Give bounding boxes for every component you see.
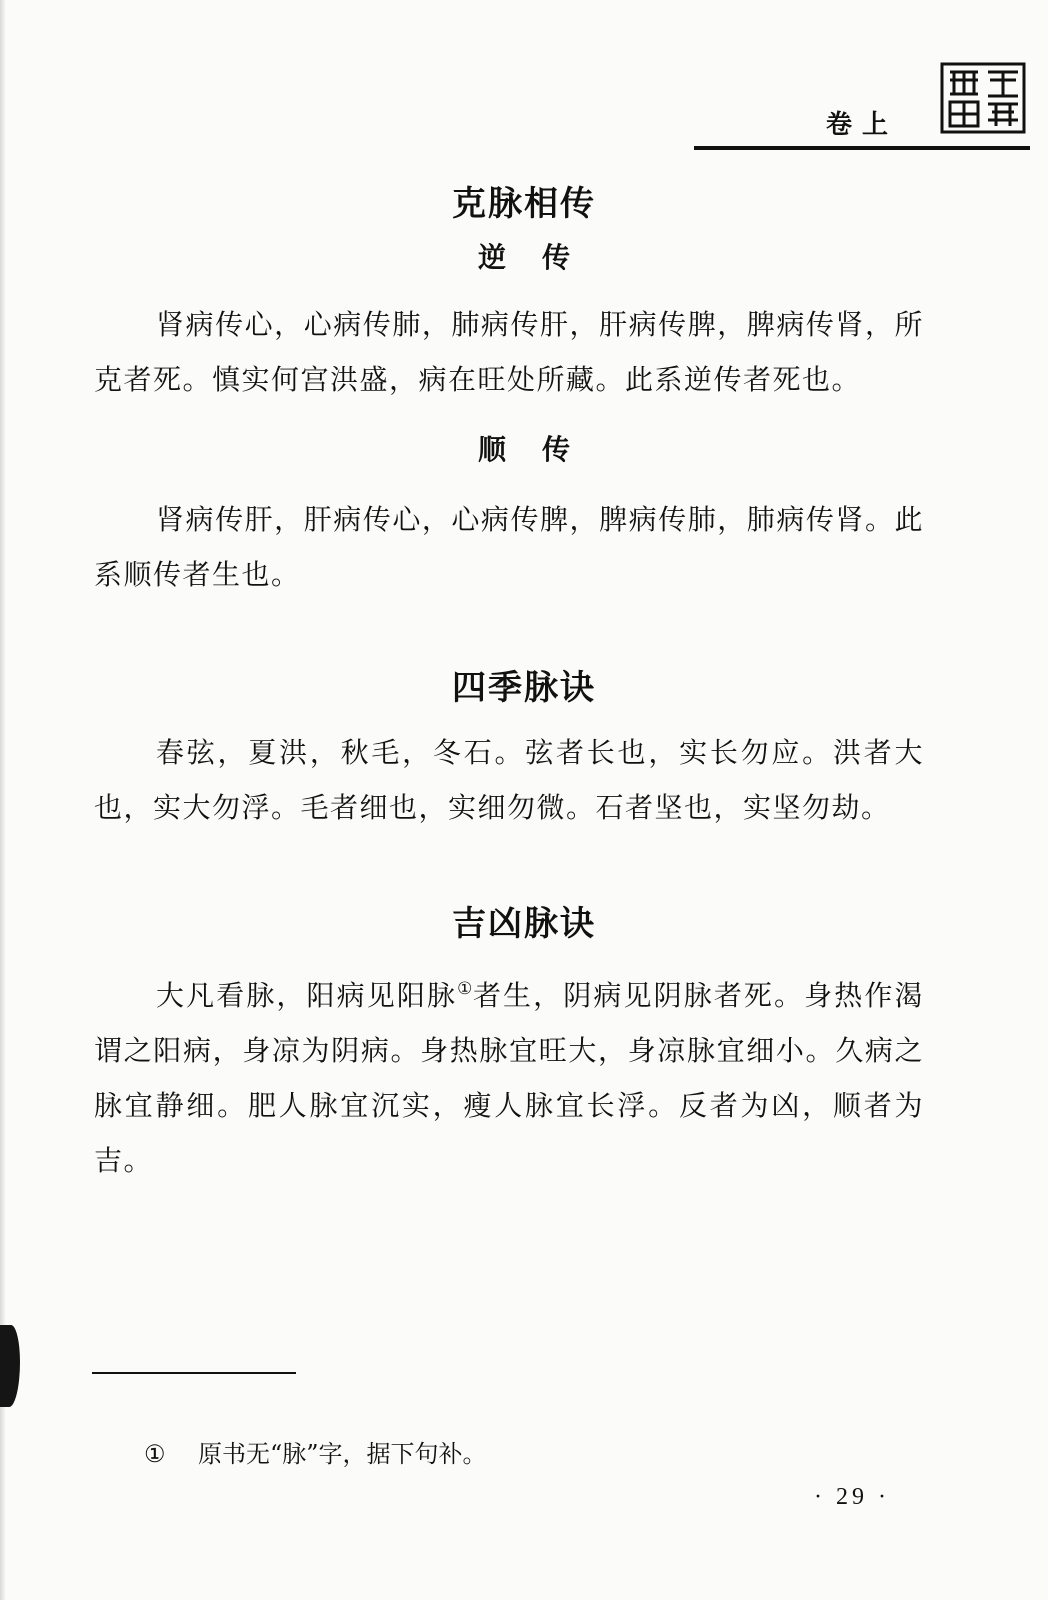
section-title-siji: 四季脉诀 — [452, 668, 596, 708]
subtitle-char: 逆 — [477, 241, 506, 274]
seal-stamp-icon — [940, 62, 1026, 134]
paragraph-nichuan: 肾病传心，心病传肺，肺病传肝，肝病传脾，脾病传肾，所克者死。慎实何宫洪盛，病在旺处所藏。此系逆传者死也。 — [94, 308, 924, 396]
footnote-marker: ① — [144, 1440, 166, 1468]
running-head: 卷上 — [826, 110, 899, 140]
paragraph-text: 大凡看脉，阳病见阳脉 — [156, 979, 458, 1012]
paragraph-shunchuan: 肾病传肝，肝病传心，心病传脾，脾病传肺，肺病传肾。此系顺传者生也。 — [94, 503, 924, 591]
paragraph-siji: 春弦，夏洪，秋毛，冬石。弦者长也，实长勿应。洪者大也，实大勿浮。毛者细也，实细勿微。石者坚也，实坚勿劫。 — [94, 736, 924, 824]
footnote — [144, 1434, 487, 1469]
subtitle-char: 顺 — [477, 433, 506, 466]
scan-edge-blot — [0, 1325, 20, 1407]
section-title-jixiong: 吉凶脉诀 — [452, 904, 596, 944]
paragraph-text: 者生，阴病见阴脉者死。身热作渴谓之阳病，身凉为阴病。身热脉宜旺大，身凉脉宜细小。久病之脉宜静细。肥人脉宜沉实，瘦人脉宜长浮。反者为凶，顺者为吉。 — [94, 979, 924, 1177]
footnote-reference[interactable]: ① — [457, 979, 473, 999]
subsection-title-nichuan — [0, 236, 1048, 276]
footnote-text: 原书无“脉”字，据下句补。 — [198, 1440, 487, 1468]
page-number: · 29 · — [814, 1484, 890, 1510]
footnote-rule — [92, 1372, 296, 1374]
subtitle-char: 传 — [542, 241, 571, 274]
paragraph-jixiong — [94, 962, 924, 1188]
subtitle-char: 传 — [542, 433, 571, 466]
section-title-kemai: 克脉相传 — [452, 184, 596, 224]
subsection-title-shunchuan — [0, 428, 1048, 468]
header-rule — [694, 146, 1030, 150]
